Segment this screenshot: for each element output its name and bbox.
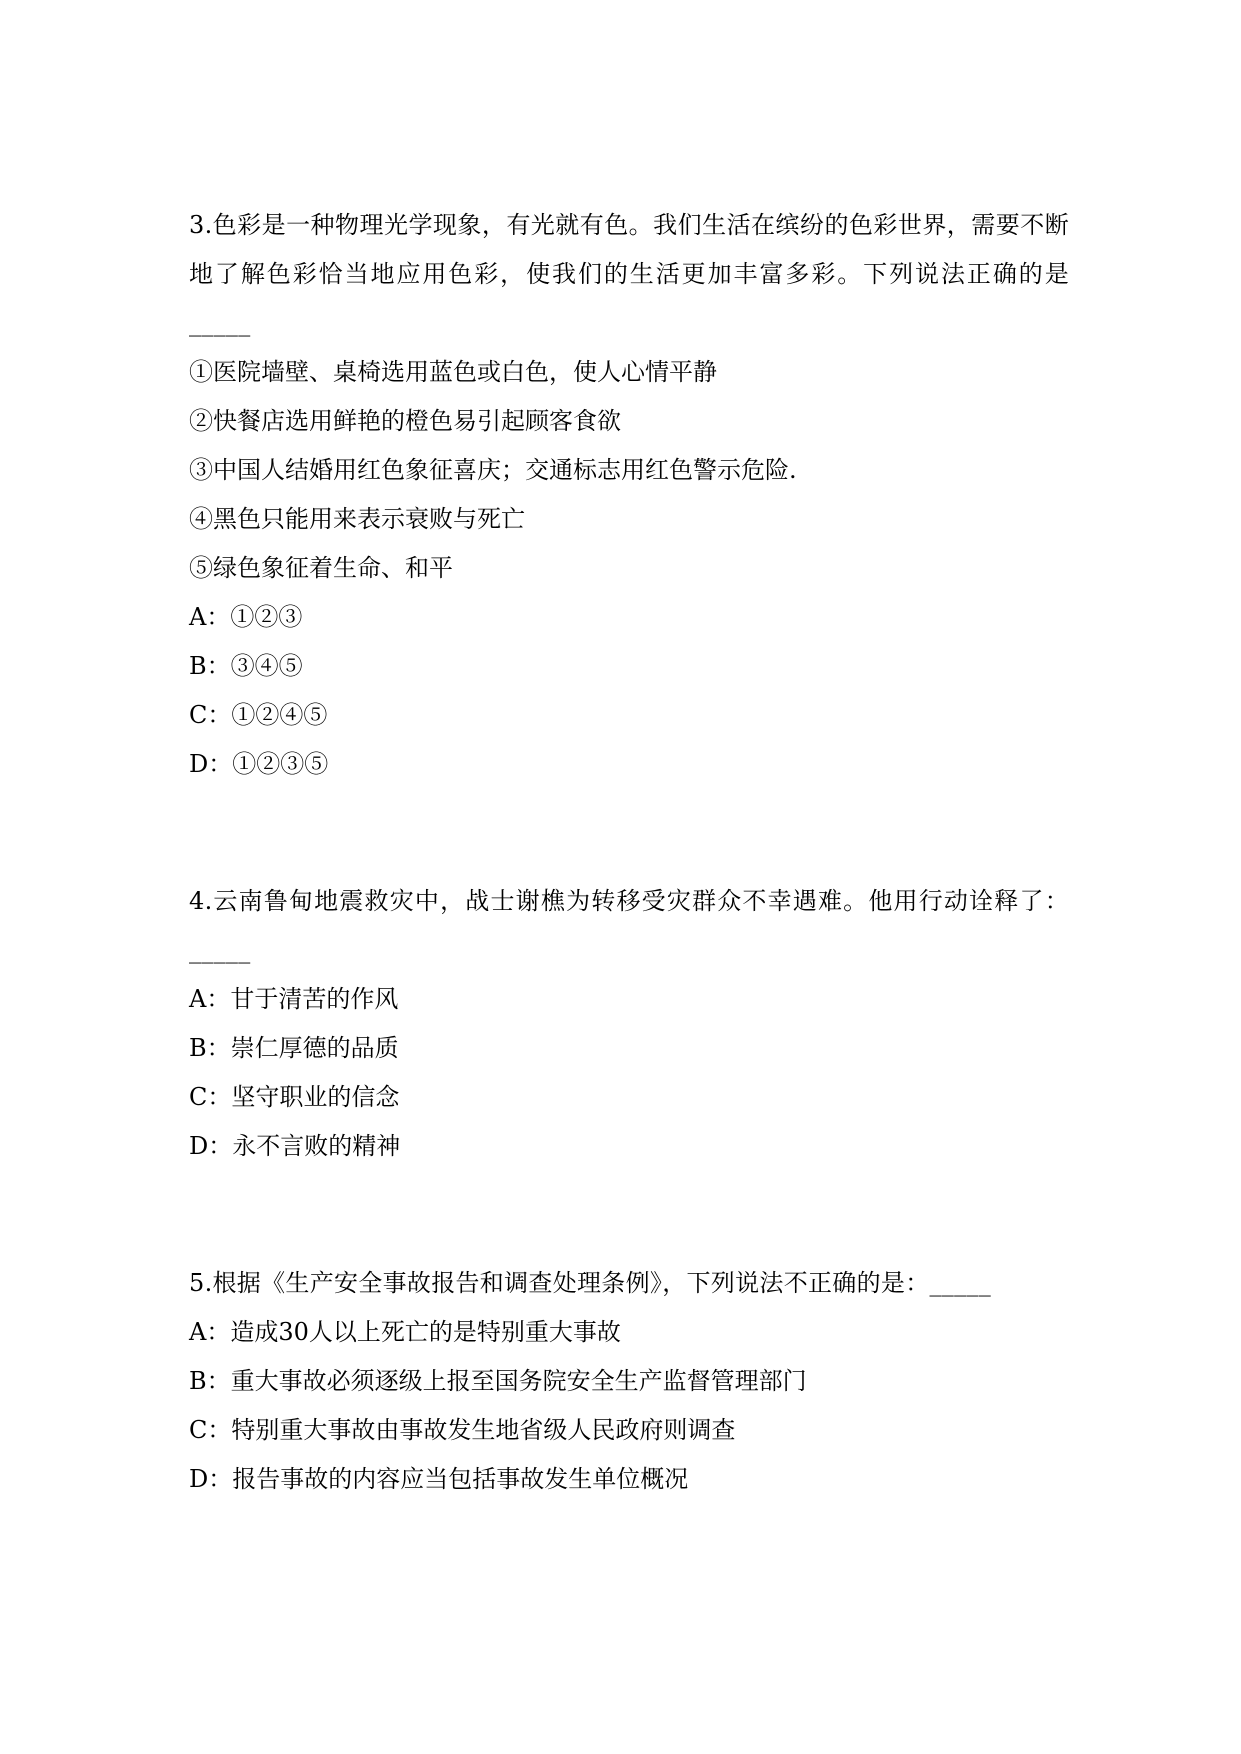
statement-item: ③中国人结婚用红色象征喜庆；交通标志用红色警示危险. [189,456,797,484]
question-3 [189,201,1069,789]
statement-item: ②快餐店选用鲜艳的橙色易引起顾客食欲 [189,407,621,435]
option-c: C：特别重大事故由事故发生地省级人民政府则调查 [189,1416,736,1444]
statement-item: ④黑色只能用来表示衰败与死亡 [189,505,525,533]
question-list [189,201,1069,1504]
question-4 [189,877,1069,1171]
option-b: B：重大事故必须逐级上报至国务院安全生产监督管理部门 [189,1367,807,1395]
statement-item: ①医院墙壁、桌椅选用蓝色或白色，使人心情平静 [189,358,717,386]
option-d: D：永不言败的精神 [189,1132,401,1160]
option-c: C：坚守职业的信念 [189,1083,400,1111]
option-c: C：①②④⑤ [189,701,328,729]
question-5 [189,1259,1069,1504]
option-d: D：报告事故的内容应当包括事故发生单位概况 [189,1465,689,1493]
option-b: B：③④⑤ [189,652,303,680]
spacer [189,1171,1069,1259]
statement-item: ⑤绿色象征着生命、和平 [189,554,453,582]
option-b: B：崇仁厚德的品质 [189,1034,399,1062]
question-stem: 4.云南鲁甸地震救灾中，战士谢樵为转移受灾群众不幸遇难。他用行动诠释了：_____ [189,887,1069,964]
option-a: A：造成30人以上死亡的是特别重大事故 [189,1318,621,1346]
option-a: A：甘于清苦的作风 [189,985,399,1013]
option-a: A：①②③ [189,603,303,631]
spacer [189,789,1069,877]
option-d: D：①②③⑤ [189,750,329,778]
question-stem: 3.色彩是一种物理光学现象，有光就有色。我们生活在缤纷的色彩世界，需要不断地了解色彩恰当地应用色彩，使我们的生活更加丰富多彩。下列说法正确的是_____ [189,211,1069,337]
question-stem: 5.根据《生产安全事故报告和调查处理条例》，下列说法不正确的是：_____ [189,1269,991,1297]
